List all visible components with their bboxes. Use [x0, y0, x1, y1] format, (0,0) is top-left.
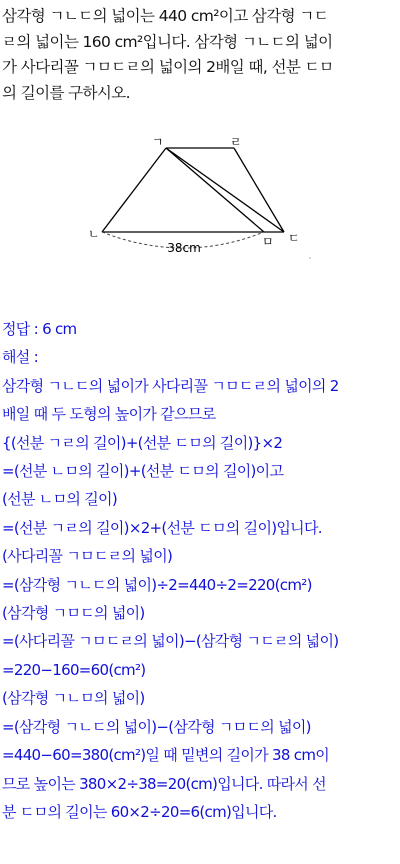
stray-dot — [309, 257, 311, 259]
vertex-label-a: ㄱ — [152, 135, 164, 149]
problem-line: ㄹ의 넓이는 160 cm²입니다. 삼각형 ㄱㄴㄷ의 넓이 — [2, 32, 333, 51]
answer-line: {(선분 ㄱㄹ의 길이)+(선분 ㄷㅁ의 길이)}×2 — [2, 433, 283, 452]
answer-line: (삼각형 ㄱㅁㄷ의 넓이) — [2, 604, 145, 623]
problem-line: 삼각형 ㄱㄴㄷ의 넓이는 440 cm²이고 삼각형 ㄱㄷ — [2, 7, 329, 25]
problem-text — [2, 4, 400, 106]
problem-line: 의 길이를 구하시오. — [2, 83, 130, 102]
edge-left — [102, 148, 166, 232]
answer-line: 해설 : — [2, 348, 39, 367]
vertex-label-b: ㄴ — [88, 227, 100, 241]
answer-line: =(선분 ㄱㄹ의 길이)×2+(선분 ㄷㅁ의 길이)입니다. — [2, 518, 322, 537]
vertex-label-e: ㅁ — [262, 235, 274, 249]
answer-line: =(삼각형 ㄱㄴㄷ의 넓이)−(삼각형 ㄱㅁㄷ의 넓이) — [2, 717, 311, 736]
problem-line: 가 사다리꼴 ㄱㅁㄷㄹ의 넓이의 2배일 때, 선분 ㄷㅁ — [2, 58, 334, 76]
answer-line: (선분 ㄴㅁ의 길이) — [2, 490, 117, 509]
measure-label: 38cm — [167, 241, 201, 255]
answer-line: (삼각형 ㄱㄴㅁ의 넓이) — [2, 689, 145, 708]
answer-line: 정답 : 6 cm — [2, 320, 77, 338]
answer-line: 므로 높이는 380×2÷38=20(cm)입니다. 따라서 선 — [2, 774, 326, 793]
answer-line: 분 ㄷㅁ의 길이는 60×2÷20=6(cm)입니다. — [2, 802, 277, 821]
answer-section — [2, 315, 400, 826]
trapezoid-figure — [84, 134, 324, 260]
answer-line: =440−60=380(cm²)일 때 밑변의 길이가 38 cm이 — [2, 746, 330, 765]
edge-right — [234, 148, 284, 232]
diagonal-ac — [166, 148, 284, 232]
answer-line: 배일 때 두 도형의 높이가 같으므로 — [2, 405, 216, 424]
answer-line: =(삼각형 ㄱㄴㄷ의 넓이)÷2=440÷2=220(cm²) — [2, 575, 312, 594]
answer-line: =220−160=60(cm²) — [2, 660, 146, 679]
answer-line: 삼각형 ㄱㄴㄷ의 넓이가 사다리꼴 ㄱㅁㄷㄹ의 넓이의 2 — [2, 376, 339, 395]
vertex-label-c: ㄷ — [288, 231, 300, 245]
answer-line: (사다리꼴 ㄱㅁㄷㄹ의 넓이) — [2, 547, 173, 566]
answer-line: =(사다리꼴 ㄱㅁㄷㄹ의 넓이)−(삼각형 ㄱㄷㄹ의 넓이) — [2, 632, 339, 651]
vertex-label-d: ㄹ — [230, 135, 242, 149]
answer-line: =(선분 ㄴㅁ의 길이)+(선분 ㄷㅁ의 길이)이고 — [2, 462, 284, 481]
diagonal-ae — [166, 148, 264, 232]
